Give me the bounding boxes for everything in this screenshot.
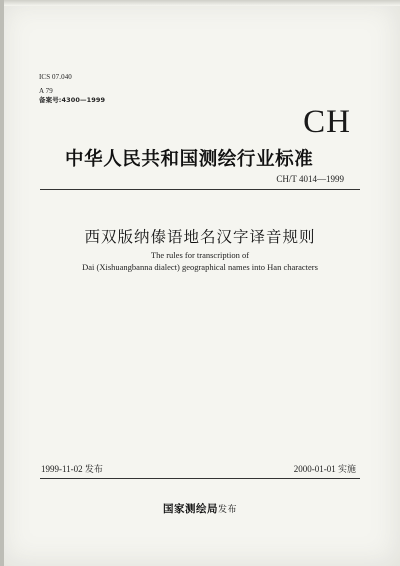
publisher-name: 国家测绘局 — [162, 503, 218, 515]
footer-divider — [40, 478, 360, 479]
document-title-chinese: 西双版纳傣语地名汉字译音规则 — [84, 228, 316, 246]
standard-number: CH/T 4014—1999 — [276, 174, 344, 184]
page-edge-shadow — [0, 0, 400, 6]
standard-title: 中华人民共和国测绘行业标准 — [65, 149, 314, 170]
registration-number: 备案号:4300—1999 — [39, 96, 106, 104]
publisher-suffix: 发布 — [217, 505, 237, 515]
effective-date: 2000-01-01 实施 — [293, 464, 356, 474]
category-code: A 79 — [39, 87, 53, 95]
scan-edge — [0, 0, 4, 566]
issue-date: 1999-11-02 发布 — [41, 464, 103, 474]
document-title-english-line1: The rules for transcription of — [150, 250, 250, 260]
ics-code: ICS 07.040 — [39, 73, 72, 81]
header-divider — [40, 189, 360, 190]
document-title-english-line2: Dai (Xishuangbanna dialect) geographical names into Han characters — [82, 262, 318, 272]
industry-code: CH — [303, 104, 351, 140]
publisher — [0, 502, 400, 517]
